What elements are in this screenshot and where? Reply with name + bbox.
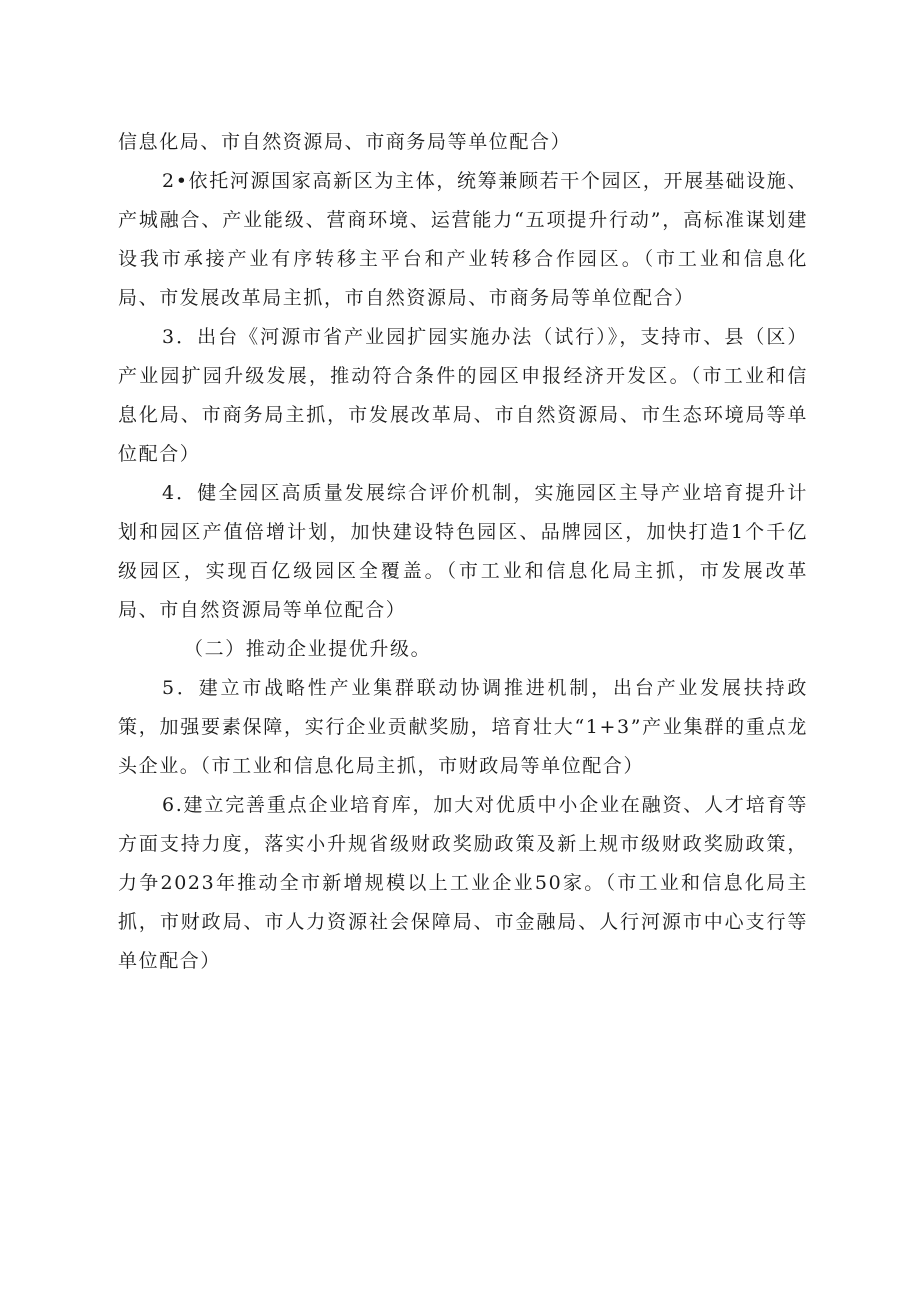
paragraph-item-3: 3．出台《河源市省产业园扩园实施办法（试行）》，支持市、县（区）产业园扩园升级发展，推动符合条件的园区申报经济开发区。（市工业和信息化局、市商务局主抓，市发展改革局、市自然资源局、市生态环境局等单位配合） bbox=[118, 326, 808, 465]
paragraph-item-6: 6.建立完善重点企业培育库，加大对优质中小企业在融资、人才培育等方面支持力度，落实小升规省级财政奖励政策及新上规市级财政奖励政策，力争2023年推动全市新增规模以上工业企业50家。（市工业和信息化局主抓，市财政局、市人力资源社会保障局、市金融局、人行河源市中心支行等单位配合） bbox=[118, 794, 808, 972]
paragraph-continuation: 信息化局、市自然资源局、市商务局等单位配合） bbox=[118, 131, 572, 153]
paragraph-item-5: 5．建立市战略性产业集群联动协调推进机制，出台产业发展扶持政策，加强要素保障，实行企业贡献奖励，培育壮大“1+3”产业集群的重点龙头企业。（市工业和信息化局主抓，市财政局等单位配合） bbox=[118, 677, 808, 777]
section-heading: （二）推动企业提优升级。 bbox=[184, 638, 432, 660]
document-body bbox=[118, 123, 808, 981]
paragraph-item-4: 4．健全园区高质量发展综合评价机制，实施园区主导产业培育提升计划和园区产值倍增计划，加快建设特色园区、品牌园区，加快打造1个千亿级园区，实现百亿级园区全覆盖。（市工业和信息化局主抓，市发展改革局、市自然资源局等单位配合） bbox=[118, 482, 808, 621]
paragraph-item-2: 2•依托河源国家高新区为主体，统筹兼顾若干个园区，开展基础设施、产城融合、产业能级、营商环境、运营能力“五项提升行动”，高标准谋划建设我市承接产业有序转移主平台和产业转移合作园区。（市工业和信息化局、市发展改革局主抓，市自然资源局、市商务局等单位配合） bbox=[118, 170, 808, 309]
